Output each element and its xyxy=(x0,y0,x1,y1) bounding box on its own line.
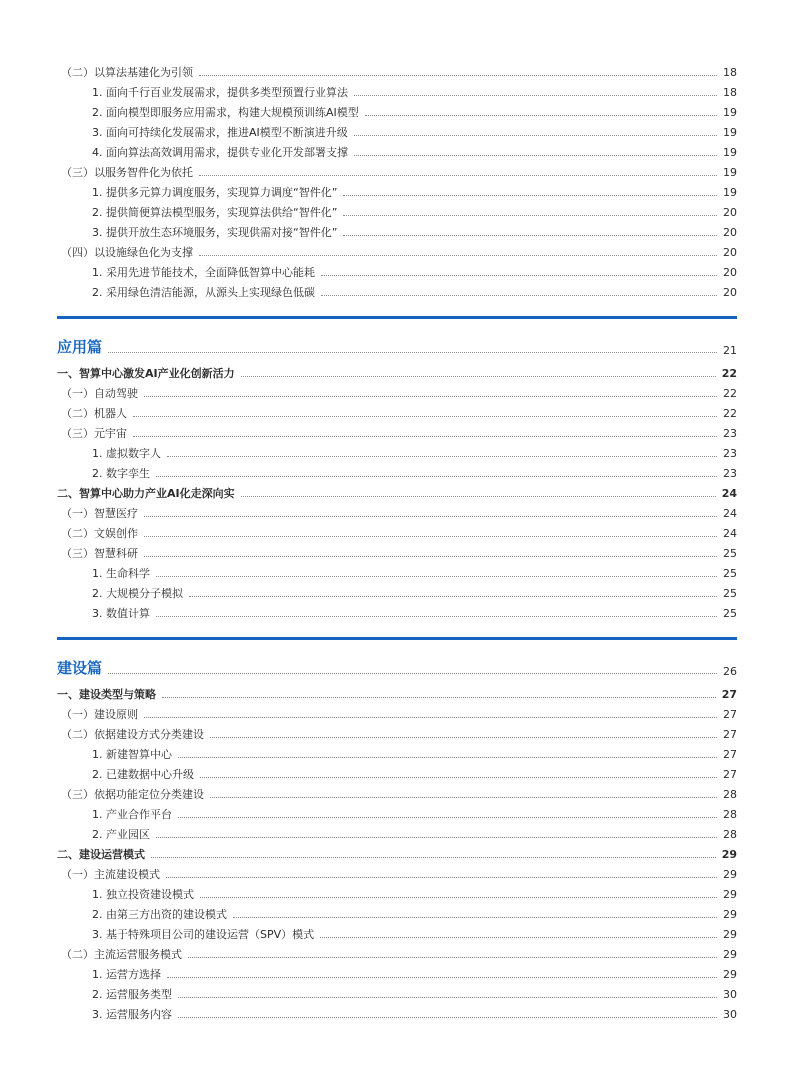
table-of-contents xyxy=(57,60,737,1022)
toc-entry[interactable] xyxy=(57,762,737,782)
page-number: 27 xyxy=(723,708,737,721)
entry-title: 1. 提供多元算力调度服务，实现算力调度“智件化” xyxy=(92,186,338,199)
dot-leader xyxy=(156,575,717,577)
dot-leader xyxy=(188,956,717,958)
toc-entry[interactable] xyxy=(57,80,737,100)
toc-entry[interactable] xyxy=(57,962,737,982)
page-number: 23 xyxy=(723,427,737,440)
page-number: 26 xyxy=(723,665,737,678)
dot-leader xyxy=(144,515,717,517)
toc-entry[interactable] xyxy=(57,982,737,1002)
page-number: 29 xyxy=(723,908,737,921)
entry-title: （三）智慧科研 xyxy=(61,547,138,560)
dot-leader xyxy=(108,351,717,353)
section-header[interactable] xyxy=(57,316,737,357)
section-title: 应用篇 xyxy=(57,338,103,356)
entry-title: （三）以服务智件化为依托 xyxy=(61,166,193,179)
page-number: 25 xyxy=(723,607,737,620)
dot-leader xyxy=(320,936,717,938)
dot-leader xyxy=(241,375,716,377)
page-number: 25 xyxy=(723,547,737,560)
page-number: 18 xyxy=(723,66,737,79)
entry-title: 一、建设类型与策略 xyxy=(57,688,156,701)
dot-leader xyxy=(144,716,717,718)
toc-entry[interactable] xyxy=(57,421,737,441)
page-number: 20 xyxy=(723,266,737,279)
dot-leader xyxy=(210,796,717,798)
page-number: 23 xyxy=(723,447,737,460)
page-number: 29 xyxy=(721,848,737,861)
page-number: 27 xyxy=(721,688,737,701)
toc-entry[interactable] xyxy=(57,60,737,80)
dot-leader xyxy=(108,672,717,674)
entry-title: （四）以设施绿色化为支撑 xyxy=(61,246,193,259)
toc-entry[interactable] xyxy=(57,682,737,702)
entry-title: 二、智算中心助力产业AI化走深向实 xyxy=(57,487,235,500)
page-number: 25 xyxy=(723,587,737,600)
entry-title: （一）自动驾驶 xyxy=(61,387,138,400)
toc-entry[interactable] xyxy=(57,240,737,260)
toc-entry[interactable] xyxy=(57,702,737,722)
toc-entry[interactable] xyxy=(57,942,737,962)
dot-leader xyxy=(199,254,717,256)
dot-leader xyxy=(144,395,717,397)
page-number: 19 xyxy=(723,126,737,139)
toc-entry[interactable] xyxy=(57,180,737,200)
entry-title: （二）机器人 xyxy=(61,407,127,420)
toc-entry[interactable] xyxy=(57,361,737,381)
entry-title: 1. 产业合作平台 xyxy=(92,808,172,821)
page-number: 19 xyxy=(723,106,737,119)
dot-leader xyxy=(200,896,717,898)
entry-title: 1. 采用先进节能技术，全面降低智算中心能耗 xyxy=(92,266,315,279)
dot-leader xyxy=(343,214,717,216)
entry-title: （二）主流运营服务模式 xyxy=(61,948,182,961)
entry-title: 4. 面向算法高效调用需求，提供专业化开发部署支撑 xyxy=(92,146,348,159)
dot-leader xyxy=(151,856,716,858)
entry-title: （二）以算法基建化为引领 xyxy=(61,66,193,79)
toc-entry[interactable] xyxy=(57,160,737,180)
entry-title: （一）智慧医疗 xyxy=(61,507,138,520)
dot-leader xyxy=(354,134,717,136)
entry-title: 2. 数字孪生 xyxy=(92,467,150,480)
dot-leader xyxy=(156,615,717,617)
toc-entry[interactable] xyxy=(57,862,737,882)
entry-title: （二）依据建设方式分类建设 xyxy=(61,728,204,741)
entry-title: （一）建设原则 xyxy=(61,708,138,721)
toc-entry[interactable] xyxy=(57,922,737,942)
entry-title: 2. 由第三方出资的建设模式 xyxy=(92,908,227,921)
toc-entry[interactable] xyxy=(57,441,737,461)
dot-leader xyxy=(166,876,717,878)
dot-leader xyxy=(178,816,717,818)
dot-leader xyxy=(178,1016,717,1018)
dot-leader xyxy=(343,194,717,196)
dot-leader xyxy=(133,435,717,437)
entry-title: 1. 虚拟数字人 xyxy=(92,447,161,460)
page-number: 19 xyxy=(723,186,737,199)
entry-title: 1. 独立投资建设模式 xyxy=(92,888,194,901)
entry-title: （三）元宇宙 xyxy=(61,427,127,440)
toc-entry[interactable] xyxy=(57,200,737,220)
dot-leader xyxy=(144,555,717,557)
entry-title: 2. 面向模型即服务应用需求，构建大规模预训练AI模型 xyxy=(92,106,359,119)
page-number: 27 xyxy=(723,748,737,761)
entry-title: 3. 面向可持续化发展需求，推进AI模型不断演进升级 xyxy=(92,126,348,139)
entry-title: 1. 新建智算中心 xyxy=(92,748,172,761)
entry-title: 3. 运营服务内容 xyxy=(92,1008,172,1021)
toc-entry[interactable] xyxy=(57,782,737,802)
toc-entry[interactable] xyxy=(57,882,737,902)
toc-entry[interactable] xyxy=(57,842,737,862)
dot-leader xyxy=(162,696,716,698)
page-number: 29 xyxy=(723,948,737,961)
page-number: 27 xyxy=(723,728,737,741)
dot-leader xyxy=(241,495,716,497)
dot-leader xyxy=(210,736,717,738)
dot-leader xyxy=(133,415,717,417)
dot-leader xyxy=(189,595,717,597)
page-number: 28 xyxy=(723,828,737,841)
entry-title: 一、智算中心激发AI产业化创新活力 xyxy=(57,367,235,380)
page-number: 22 xyxy=(723,387,737,400)
toc-entry[interactable] xyxy=(57,481,737,501)
page-number: 22 xyxy=(723,407,737,420)
page-number: 28 xyxy=(723,788,737,801)
toc-entry[interactable] xyxy=(57,260,737,280)
entry-title: 2. 采用绿色清洁能源，从源头上实现绿色低碳 xyxy=(92,286,315,299)
dot-leader xyxy=(343,234,717,236)
toc-entry[interactable] xyxy=(57,581,737,601)
page-number: 20 xyxy=(723,286,737,299)
toc-entry[interactable] xyxy=(57,120,737,140)
page-number: 30 xyxy=(723,1008,737,1021)
entry-title: 1. 运营方选择 xyxy=(92,968,161,981)
toc-entry[interactable] xyxy=(57,401,737,421)
toc-entry[interactable] xyxy=(57,902,737,922)
dot-leader xyxy=(156,475,717,477)
entry-title: 2. 运营服务类型 xyxy=(92,988,172,1001)
page-number: 19 xyxy=(723,146,737,159)
entry-title: 二、建设运营模式 xyxy=(57,848,145,861)
page-number: 22 xyxy=(721,367,737,380)
entry-title: （三）依据功能定位分类建设 xyxy=(61,788,204,801)
dot-leader xyxy=(178,756,717,758)
page-number: 29 xyxy=(723,868,737,881)
page-number: 29 xyxy=(723,888,737,901)
entry-title: 2. 产业园区 xyxy=(92,828,150,841)
toc-entry[interactable] xyxy=(57,822,737,842)
page-number: 20 xyxy=(723,206,737,219)
toc-entry[interactable] xyxy=(57,140,737,160)
toc-entry[interactable] xyxy=(57,521,737,541)
section-header[interactable] xyxy=(57,637,737,678)
entry-title: 3. 提供开放生态环境服务，实现供需对接“智件化” xyxy=(92,226,338,239)
toc-entry[interactable] xyxy=(57,561,737,581)
page-number: 24 xyxy=(721,487,737,500)
toc-entry[interactable] xyxy=(57,742,737,762)
entry-title: 1. 面向千行百业发展需求，提供多类型预置行业算法 xyxy=(92,86,348,99)
toc-entry[interactable] xyxy=(57,1002,737,1022)
toc-entry[interactable] xyxy=(57,381,737,401)
page-number: 28 xyxy=(723,808,737,821)
entry-title: 2. 提供简便算法模型服务，实现算法供给“智件化” xyxy=(92,206,338,219)
toc-entry[interactable] xyxy=(57,722,737,742)
page-number: 24 xyxy=(723,527,737,540)
entry-title: 3. 数值计算 xyxy=(92,607,150,620)
page-number: 23 xyxy=(723,467,737,480)
toc-entry[interactable] xyxy=(57,501,737,521)
dot-leader xyxy=(144,535,717,537)
dot-leader xyxy=(354,154,717,156)
dot-leader xyxy=(199,74,717,76)
page-number: 21 xyxy=(723,344,737,357)
toc-entry[interactable] xyxy=(57,541,737,561)
dot-leader xyxy=(199,174,717,176)
page-number: 25 xyxy=(723,567,737,580)
toc-entry[interactable] xyxy=(57,802,737,822)
dot-leader xyxy=(365,114,717,116)
dot-leader xyxy=(321,294,717,296)
page-number: 24 xyxy=(723,507,737,520)
dot-leader xyxy=(200,776,717,778)
entry-title: （二）文娱创作 xyxy=(61,527,138,540)
page-number: 27 xyxy=(723,768,737,781)
page-number: 18 xyxy=(723,86,737,99)
entry-title: 2. 已建数据中心升级 xyxy=(92,768,194,781)
toc-entry[interactable] xyxy=(57,220,737,240)
toc-entry[interactable] xyxy=(57,601,737,621)
dot-leader xyxy=(167,976,717,978)
toc-entry[interactable] xyxy=(57,461,737,481)
entry-title: （一）主流建设模式 xyxy=(61,868,160,881)
dot-leader xyxy=(321,274,717,276)
dot-leader xyxy=(354,94,717,96)
entry-title: 2. 大规模分子模拟 xyxy=(92,587,183,600)
toc-entry[interactable] xyxy=(57,280,737,300)
dot-leader xyxy=(167,455,717,457)
page-number: 29 xyxy=(723,968,737,981)
section-title: 建设篇 xyxy=(57,659,103,677)
page-number: 20 xyxy=(723,226,737,239)
toc-entry[interactable] xyxy=(57,100,737,120)
page-number: 19 xyxy=(723,166,737,179)
dot-leader xyxy=(156,836,717,838)
dot-leader xyxy=(178,996,717,998)
page-number: 29 xyxy=(723,928,737,941)
page-number: 30 xyxy=(723,988,737,1001)
page-number: 20 xyxy=(723,246,737,259)
entry-title: 1. 生命科学 xyxy=(92,567,150,580)
entry-title: 3. 基于特殊项目公司的建设运营（SPV）模式 xyxy=(92,928,315,941)
dot-leader xyxy=(233,916,717,918)
